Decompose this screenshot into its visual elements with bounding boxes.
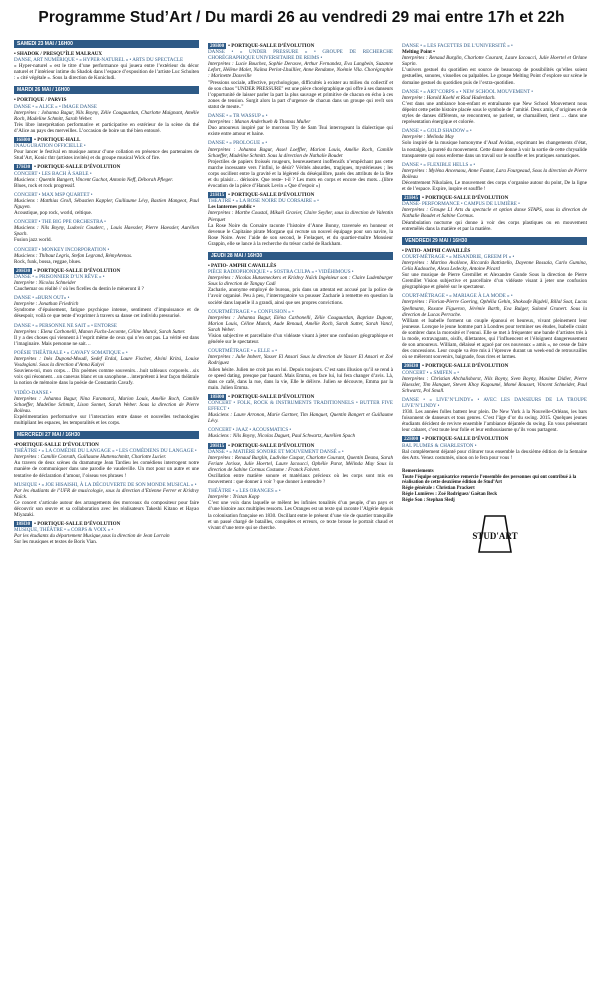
day-header: JEUDI 28 MAI / 16H30 xyxy=(208,252,393,260)
session-line: DANSE • « ART’CORPS » • NEW SCHOOL MOUVEMENT • xyxy=(402,88,534,95)
session-block xyxy=(208,427,393,439)
session-line: Melting Point • xyxy=(402,49,435,56)
session-line: DANSE • « TR WASSUP » • xyxy=(208,113,268,120)
day-header: VENDREDI 29 MAI / 16H30 xyxy=(402,237,587,245)
session-block xyxy=(208,140,393,189)
session-line: CONCERT • LES BACH À SABLE • xyxy=(14,170,92,177)
time-badge: 20H30 xyxy=(16,267,31,274)
session-line: THÉÂTRE • « LA ROSE NOIRE DU CORSAIRE » • xyxy=(208,198,319,205)
session-line: Sur les musiques et textes de Boris Vian. xyxy=(14,539,98,546)
session-block xyxy=(14,97,199,134)
session-line: Solo inspiré de la musique homonyme d’Asaf Avidan, exprimant les changements d’état, la nostalgie, la pureté du mouvement. Cette danse donne à voir la sortie de cette chrysalide transparente qui nous enferme dans un travail sur le souffle et les pratiques somatiques. xyxy=(402,140,587,159)
session-line: Interprètes : Martino Avallone, Riccardo Battistello, Dayenne Bossala, Carlo Gumina, Celia Kadouche, Alexa Ledecky, Antoine Picard xyxy=(402,259,587,272)
session-block xyxy=(208,443,393,486)
session-line: DANSE • « LIVE’N’LINDY» • AVEC LES DANSEURS DE LA TROUPE LIVE’N’LINDY • xyxy=(402,396,587,409)
session-line: Cauchemar ou réalité // où les ficelles du destin le mèneront il ? xyxy=(14,286,144,293)
time-badge: 20H15 xyxy=(210,442,225,449)
session-line: Les lanternes public • xyxy=(208,204,255,211)
session-line: Interprète : Harold Koehl et Riad Haderdach. xyxy=(402,94,496,101)
session-line: BAL PLUMES & CHARLESTON • xyxy=(402,442,477,449)
session-line: Syndrome d’épuisement, fatigue psychique intense, sentiment d’impuissance et de désespoir, voilà ce que tente d’exprimer à travers sa danse cet individu pressurisé. xyxy=(14,307,199,320)
session-block xyxy=(14,247,199,265)
session-line: Interprètes : Myléna Ancenaou, Anne Fautor, Lara Fourgeaud, Sous la direction de Pierre Boileau xyxy=(402,167,587,180)
session-line: Musiciens : Matthias Groll, Sébastien Kappler, Guillaume Lévy, Bastien Mangeot, Paul Nguyen. xyxy=(14,197,199,210)
session-line: Interprètes : Camille Conrath, Guillaume Huttenschmitt, Charlotte Lucier. xyxy=(14,454,167,461)
session-line: "Pressions sociale, affective, psychologique, difficultés à exister au milieu du collectif et de son chaos "UNDER PRESSURE" est une pièce chorégraphique qui offre à ses danseurs l’opportunité de laisser parler la part la plus sauvage et primitive de chacun en écho à ces zones de tension. Surgit alors la part d’urgence de chacun dans un groupe qui revît son statut de meute.." xyxy=(208,79,393,110)
session-line: Acoustique, pop rock, world, celtique. xyxy=(14,210,93,217)
session-line: Expérimentation performative sur l’interaction entre danse et nouvelles technologies multipliant les espaces, les temporalités et les corps. xyxy=(14,413,199,426)
session-line: La Rose Noire du Corsaire raconte l’histoire d’Anne Bonny, traversée en honneur et devenue le Capitaine pirate Morgane qui recrute un nouvel équipage pour son navire, la Rose Noire. Avec l’aide de son second, le Frelaquet, et du quartier-maître Monsieur Grappin, elle se lance à la recherche du trésor caché de Rackham. xyxy=(208,222,393,247)
time-badge: 20H00 xyxy=(210,43,225,49)
session-line: COURT-MÉTRAGE • « MISANDRIE, GREEM PI » • xyxy=(402,253,515,260)
time-badge: 21H45 xyxy=(404,195,419,202)
session-line: Au travers de deux scènes du dramaturge Jean Tardieu les comédiens interrogent notre manière de communiquer dans une parodie de vaudeville. Un mot pour un autre et une tentative de déclaration d’amour, l’oiseau ves phrases ! xyxy=(14,460,199,479)
session-line: DANSE • « GOLD SHADOW » • xyxy=(402,128,472,135)
session-block xyxy=(402,397,587,434)
column-right xyxy=(402,40,587,982)
session-line: CONCERT • THE BIG PPE ORCHESTRA • xyxy=(14,219,106,226)
session-line: CONCERT • « SMIFEN » • xyxy=(402,369,460,376)
session-line: Interprètes : Johanna Bagur, Nils Boyny, Zélie Couguurdan, Charlotte Maignant, Amélie Roch, Madeline Schmitt, Sarah Weber. xyxy=(14,109,199,122)
session-block xyxy=(208,488,393,531)
time-badge: 17H30 xyxy=(16,164,31,171)
venue-text: • PORTIQUE-SALLE D’ÉVOLUTION xyxy=(228,43,315,49)
session-line: •PORTIQUE-SALLE D’ÉVOLUTION xyxy=(14,442,99,449)
session-line: Souviens-toi, mon corps… Dix poèmes comme souvenirs…huit tableaux corporels…six voix qui résonnent…un canevas blanc et un saxophone…interprétent à leur façon théâtrale la notion de mémoire dans la poésie de Constantin Cavafy. xyxy=(14,368,199,387)
credits xyxy=(402,469,587,504)
session-line: COURTMÉTRAGE • « CONFUSION » • xyxy=(208,308,294,315)
session-line: DANSE • « LES FACETTES DE L’UNIVERSITÉ » • xyxy=(402,43,513,49)
session-line: DANSE • « PERSONNE NE SAIT » • ENTORSE xyxy=(14,322,117,329)
session-line: Blues, rock et rock progressif. xyxy=(14,182,76,189)
session-line: Interprètes : Nicolas Hutsemeckers et Krishvy Naïck Ingénieur son : Claire Ludenburger Sous la direction de Tanguy Cadi xyxy=(208,275,393,288)
session-line: Sur une musique de Pierre Gremillet et Alexandre Gunde Sous la direction de Pierre Gremillet Vision subjective et parcellaire d’un vidéaste visant à jeter une confusion géographique et généré sur le spectateur. xyxy=(402,272,587,291)
session-line: THÉÂTRE • « LA COMÉDIE DU LANGAGE » • LES COMÉDIENS DU LANGAGE • xyxy=(14,448,197,455)
session-line: Rock, funk, bossa, reggae, blues. xyxy=(14,258,82,265)
session-line: Julien hésite. Julien ne croit pas en lui. Depuis toujours. C’est sans illusion qu’il se rend à ce speed dating, presque par hasard. Mais Emma, en face lui, lui fera changer d’avis. Là, dans ce café, dans la rue, dans la vie, Elle le délivre. Julien se découvre, Emma par la main. Julien Emma. xyxy=(208,366,393,391)
session-block xyxy=(208,309,393,346)
session-block xyxy=(402,89,587,126)
session-line: Duo amoureux inspiré par le morceau Try de Sam Tsui interrogeant la dialectique qui existe entre amour et haine. xyxy=(208,125,393,138)
venue-text: • PORTIQUE-SALLE D’ÉVOLUTION xyxy=(422,436,509,443)
session-line: Interprètes : Renaud Burglin, Ludivine Caspar, Charlotte Courant, Quentin Deana, Sarah Feriate Jorisse, Julie Hoertel, Laure Iacoucci, Ophélie Parot, Mélinda May Sous la direction de Sabine Cormus Costume : Franck Faivret. xyxy=(208,454,393,473)
session-block xyxy=(14,192,199,216)
session-line: Déambulation nocturne qui donne à voir des corps plastiques ou en mouvement entremêlés dans la matière et par la matière. xyxy=(402,219,587,232)
session-line: Projectiles de papiers froissés rougeurs, heureusement inoffensifs n’empêchant pas cette marche incessante vers l’infini, le désir? Vérités absurdes, tragiques, mystérieuses ; les corps oscillent entre la gravité et la légèreté du déséquilibre, parés des attributs de la fête et du plaisir… dérisoire. Que reste- t-il ? Les mots en corps et encore des mots…(libre évocation de la pièce d’Hanok Levin « Que d’espoir ») xyxy=(208,158,393,190)
logo xyxy=(402,512,587,556)
session-block xyxy=(402,195,587,232)
session-line: Pour lancer le festival en musique autour d’une collation en présence des partenaires de Stud’Art, Konic thtr (artistes invités) et du groupe musical Wick of fire. xyxy=(14,149,199,162)
session-line: VIDÉO-DANSE • xyxy=(14,389,52,396)
session-line: Interprète : Nicolas Schneider xyxy=(14,280,76,286)
venue-text: • PORTIQUE-SALLE D’ÉVOLUTION xyxy=(422,363,509,370)
session-block xyxy=(208,263,393,306)
session-line: • PORTIQUE / PARVIS xyxy=(14,97,67,104)
page-title: Programme Stud’Art / Du mardi 26 au vendredi 29 mai entre 17h et 22h xyxy=(38,9,565,26)
session-line: Interprètes : Marthe Coustal, Mikaël Gravier, Claire Seyller, sous la direction de Valentin Pierquet xyxy=(208,210,393,223)
session-line: Interprètes : Elena Carbonelli, Manon Fuchs-Lecomte, Céline Munck, Sarah Sutter. xyxy=(14,328,186,335)
session-block xyxy=(208,113,393,137)
venue-text: • PORTIQUE-SALLE D’ÉVOLUTION xyxy=(228,442,315,449)
session-line: DANSE • « PROLOGUE » • xyxy=(208,140,268,147)
credit-line: Régie générale : Christian Prackert xyxy=(402,486,475,492)
time-badge: 16H00 xyxy=(16,137,31,144)
time-badge: 18H30 xyxy=(16,521,31,528)
session-line: INAUGURATION OFFICIELLE • xyxy=(14,143,86,150)
session-line: CONCERT • MONKEY INCORPORATION • xyxy=(14,246,110,253)
session-line: COURTMÉTRAGE • « ELLE » • xyxy=(208,348,278,355)
time-badge: 20H30 xyxy=(404,363,419,370)
session-line: Interprètes : Manon Anderbueh & Thomas Muller xyxy=(208,119,311,126)
session-line: DANSE • « MATIÈRE SONORE ET MOUVEMENT DANSÉ » • xyxy=(208,448,344,455)
session-line: CONCERT • JAAZ • ACOUSMATICS • xyxy=(208,427,292,434)
credit-line: Régie Son : Stephan Sledj xyxy=(402,497,455,503)
session-line: Bal complètement déjanté pour clôturer tous ensemble la deuxième édition de la Semaine des Arts. Venez costumés, sinon on le fera pour vous ! xyxy=(402,448,587,461)
session-line: • PATIO- AMPHI CAVAILLÈS xyxy=(208,263,277,269)
session-line: Musiciens : Nils Boyny, Nicolas Daguet, Paul Schwartz, Aurélien Spach xyxy=(208,433,356,440)
session-line: Interprète : Tristan Kopp xyxy=(208,494,260,501)
session-block xyxy=(402,436,587,460)
session-block xyxy=(14,137,199,161)
venue-text: • PORTIQUE-HALL xyxy=(34,137,81,144)
studart-logo-icon xyxy=(471,512,518,556)
session-line: DANSE • « UNDER PRESSURE » • GROUPE DE RECHERCHE CHORÉGRAPHIQUE UNIVERSITAIRE DE REIMS • xyxy=(208,49,393,62)
venue-text: • PORTIQUE-SALLE D’ÉVOLUTION xyxy=(228,393,315,400)
session-block xyxy=(14,442,199,479)
session-line: THÉÂTRE • « LES ORANGES » • xyxy=(208,488,281,495)
session-line: Par les étudiants du département Musique,sous la direction de Jean Lorrain xyxy=(14,533,170,540)
session-line: Par les étudiants de l’UFR de musicologie, sous la direction d’Etienne Ferrer et Krishvy Naïck. xyxy=(14,487,199,500)
venue-text: • PORTIQUE-SALLE D’ÉVOLUTION xyxy=(422,195,509,202)
session-line: DANSE, ART NUMÉRIQUE • « HYPER-NATUREL » • ARTS DU SPECTACLE xyxy=(14,57,184,64)
session-block xyxy=(402,248,587,291)
session-line: CONCERT • FOLK, ROCK & INSTRUMENTS TRADITIONNELS • BUTTER FIVE EFFECT • xyxy=(208,399,393,413)
session-line: Zacharie, anonyme employé de bureau, pris dans un attentat est accusé par la police de l’avoir organisé. Peu à peu, l’interrogatoire va pousser Zacharie à remettre en question la société dans laquelle il a grandi, ainsi que ses propres convictions. xyxy=(208,287,393,306)
session-line: Oscillation entre matière sonore et matériaux précieux où les corps sont mis en mouvement : que donner à voir ? que donner à entendre ? xyxy=(208,473,393,486)
session-line: Vision subjective et parcellaire d’un vidéaste visant à jeter une confusion géographique et générée sur le spectateur. xyxy=(208,333,393,346)
session-block xyxy=(402,128,587,158)
session-line: DANSE • « FLEXIBLE HELLS » • xyxy=(402,161,476,168)
session-line: Interprètes : Inès Dupond-Moudi, Sedef Erdal, Laure Fischer, Alvini Kritsi, Louise Vosdogiani. Sous la direction d’Anna Kalyvi xyxy=(14,356,199,369)
session-line: Interprètes : Julie Imbert, Yasser El Ansari Sous la direction de Yasser El Ansari et Zoé Rodriguez xyxy=(208,354,393,367)
session-block xyxy=(402,293,587,360)
session-block xyxy=(208,43,393,110)
session-block xyxy=(14,482,199,519)
svg-text:STUD'ART: STUD'ART xyxy=(471,530,518,541)
credit-line: Régie Lumières : Zoé Rodriguez/ Gaëtan Beck xyxy=(402,492,498,497)
session-line: Interprètes : Lucie Bouchez, Sophie Derasve, Arthur Fernandez, Eva Langbein, Suzanne Lefort, Hélène Malet, Naïma Perlot-Lhuillier, Anne Rendame, Noémie Vila. Chorégraphie : Marinette Dozeville xyxy=(208,61,393,80)
session-line: Ce concert s’articule autour des arrangements des morceaux du compositeur pour faire découvrir son œuvre et sa collaboration avec les réalisateurs Takeshi Kitano et Hayao Miyazaki. xyxy=(14,499,199,519)
session-line: Interprète : Melinda May xyxy=(402,134,454,141)
session-line: C’est une voix dans laquelle se mêlent les infinies tonalités d’un peuple, d’un pays et d’une histoire aux multiples ressorts. Les Oranges est un texte qui raconte l’Algérie depuis la colonisation française en 1830. Oscillant entre le présent d’une vie de quartier tranquille et un passé chargé de batailles, conquêtes et erreurs, ce texte brosse le portrait chaud et vivant d’une terre qui se cherche. xyxy=(208,500,393,531)
session-line: POÉSIE THÉÂTRALE • « CAVAFY SOMATIQUE » • xyxy=(14,349,128,356)
session-block xyxy=(14,350,199,387)
session-line: DANSE • «BURN OUT» • xyxy=(14,295,70,302)
session-line: • SHADOK / PRESQU’ÎLE MALRAUX xyxy=(14,51,103,57)
session-block xyxy=(208,348,393,391)
session-line: Interprètes : Johanna Bagur, Eléna Carbonelli, Zélie Couguurdan, Baptiste Dupont, Marion Louis, Céline Munck, Aude Renaud, Amélie Roch, Sarah Sutter, Sarah Vancl, Sarah Weber. xyxy=(208,314,393,333)
column-left xyxy=(14,40,199,982)
day-header: MERCREDI 27 MAI / 16H30 xyxy=(14,431,199,439)
session-line: Interprètes : Groupe L1 Arts du spectacle et option danse STAPS, sous la direction de Nathalie Boudet et Sabine Cormus. xyxy=(402,207,587,220)
session-block xyxy=(14,295,199,319)
session-line: Musiciens : Nils Boyny, Ludovic Couderc, , Louis Haessler, Pierre Haessler, Aurélien Spach. xyxy=(14,225,199,238)
session-block xyxy=(14,219,199,243)
session-block xyxy=(14,164,199,188)
credit-line: Remerciements xyxy=(402,468,434,474)
session-line: DANSE- PERFORMANCE • CAMPUS DE LUMIÈRE • xyxy=(402,201,520,208)
session-line: Interprètes : Christian Abchalishorst, Nils Boyny, Sven Boyny, Maxime Didier, Pierre Haessler, Tim Hanquet, Steven Khoy Kagoumé, Momé Rousset, Vincent Schneider, Paul Schwartz, Pol Small. xyxy=(402,375,587,394)
session-line: L’univers gestuel du quotidien est source de beaucoup de possibilités qu’elles soient gestuelles, sonores, visuelles ou palpables. Le groupe Melting Point d’explore sur scène le domaine gestuel du quotidien puis de l’extra-quotidien. xyxy=(402,67,587,86)
session-line: COURT-MÉTRAGE • « MARIAGE À LA MODE » • xyxy=(402,293,513,300)
day-header: SAMEDI 23 MAI / 16H00 xyxy=(14,40,199,48)
session-block xyxy=(208,192,393,247)
session-line: Interprètes : Johanna Bagur, Assel Loeffler, Marion Louis, Amélie Roch, Camille Schaeffer, Madeline Schmitt. Sous la direction de Nathalie Boudet xyxy=(208,146,393,159)
session-line: Musiciens : Thibaut Legris, Stefan Legrand, RémyArenas. xyxy=(14,252,133,259)
session-line: Interprètes : Johanna Bagur, Nina Faramarzi, Marion Louis, Amélie Roch, Camille Schaeffer, Madeline Schmitt, Lison Sonnet, Sarah Weber. Sous la direction de Pierre Boileau. xyxy=(14,395,199,414)
session-line: DANSE • « PRISONNIER D’UN RÊVE » • xyxy=(14,273,105,280)
session-line: Interprètes : Florian-Pierre Goering, Ophélia Gehin, Shokoufe Bigdeli, Billal Soat, Lucas Spellmann, Roxane Figueron, Jérémie Barth, Eva Bulger, Salomé Grunert. Sous la direction de Lucas Perrache. xyxy=(402,299,587,318)
session-line: • PATIO- AMPHI CAVAILLÈS xyxy=(402,247,471,254)
column-middle xyxy=(208,40,393,982)
session-line: Interprètes : Renaud Burglin, Charlotte Courant, Laure Iacoucci, Julie Hoertel et Orlane Suprin. xyxy=(402,55,587,68)
session-line: DANSE • « ALICE » • IMAGE DANSE xyxy=(14,103,97,110)
session-block xyxy=(14,323,199,347)
session-line: Décentrement Nikolaïen, Le mouvement des corps s’organise autour du point, De la ligne et de l’espace. Expire, inspire et souffle ! xyxy=(402,179,587,193)
venue-text: • PORTIQUE-SALLE D’ÉVOLUTION xyxy=(228,192,315,199)
session-line: Très libre interprétation performative et participative en extérieur de la scène du thé d’Alice au pays des merveilles. L’occasion de boire un thé bien entouré. xyxy=(14,121,199,134)
session-line: C’est dans une ambiance hon-enfant et entraînante que New School Mouvement nous dépeint cette petite histoire placée sous le symbole de l’amitié. Deux amis, d’origines et de styles de danses différents, se rencontrent, se parlent, se chamaillent, tient … dans une représentation énergique et colorée. xyxy=(402,100,588,126)
session-block xyxy=(14,51,199,81)
session-line: PIÈCE RADIOPHONIQUE • « SOSTRA CULPA » • VIDÉHIMOUS • xyxy=(208,269,354,276)
venue-text: • PORTIQUE-SALLE D’ÉVOLUTION xyxy=(34,267,121,274)
session-line: Musiciens : Quentin Bangert, Vincent Gachot, Antonin Neff, Déborah Pfleger. xyxy=(14,176,173,183)
session-line: Interprète : Jonathan Friedrich xyxy=(14,301,79,308)
session-block xyxy=(402,363,587,393)
day-header: MARDI 26 MAI / 16H00 xyxy=(14,86,199,94)
session-line: Fusion jazz world. xyxy=(14,237,52,244)
session-line: 1930. Les années folles battent leur plein. De New York à la Nouvelle-Orléans, les bars foisonnent de danseurs et tous genres. C’est l’âge d’or du swing. 2015. Quelques jeunes étudiants décident de revivre ensemble l’ambiance déjantée du swing. En vous présentant leur cabaret, c’est toute leur folie et leur enthousiasme qu’ils vous partagent. xyxy=(402,409,587,434)
session-block xyxy=(402,162,587,192)
venue-text: • PORTIQUE-SALLE D’ÉVOLUTION xyxy=(34,521,121,528)
columns xyxy=(14,40,589,982)
session-block xyxy=(14,268,199,292)
time-badge: 18H00 xyxy=(210,393,225,400)
session-line: Il y a des choses qui viennent à l’esprit même de ceux qui n’en ont pas. La vérité est dans l’imaginaire. Mais personne ne sait… xyxy=(14,334,199,347)
session-block xyxy=(208,394,393,424)
credit-line: Toute l’équipe organisatrice remercie l’ensemble des personnes qui ont contribué à la réalisation de cette deuxième édition de Stud’Art xyxy=(402,474,577,486)
session-block xyxy=(14,390,199,427)
session-line: William et Isabelle forment un couple épanoui et heureux, vivant pleinement leur jeunesse. Lorsque le jeune homme part à Londres pour terminer ses études, Isabelle craint de sombrer dans la morosité et l’ennui. Elle se met à fréquenter une bande d’artistes très à la mode, extravagants, oisifs, dilettantes, qui l’influencent et l’éloignent dangereusement de son amoureux. William, délaissé et agacé par ces nouveaux « amis », ne cesse de faire des concessions. Leur couple va être mis à l’épreuve durant un week-end de retrouvailles où se mêleront souvenirs, baignade, fous rires et larmes. xyxy=(402,317,587,361)
time-badge: 21H15 xyxy=(210,192,225,199)
session-line: Musiciens : Laure Arronon, Marie Gartner, Tim Hanquet, Quentin Bangert et Guillaume Lévy. xyxy=(208,412,393,425)
venue-text: • PORTIQUE-SALLE D’ÉVOLUTION xyxy=(34,164,121,171)
session-block xyxy=(402,43,587,86)
session-line: MUSIQUE, THÉÂTRE • « CORPS & VOIX » • xyxy=(14,527,114,534)
session-line: MUSIQUE • « JOE HISAISHI, À LA DÉCOUVERTE DE SON MONDE MUSICAL » • xyxy=(14,481,197,488)
session-block xyxy=(14,521,199,545)
time-badge: 22H00 xyxy=(404,436,419,443)
session-line: CONCERT • MAX MSP QUARTET • xyxy=(14,191,93,198)
session-line: « Hyper-naturel » est le titre d’une performance qui jouera entre l’extérieur du décor naturel et l’intérieur intime du Shadok dans l’espace d’exposition de l’artiste Luc Schuiten : « cité végétale ». Sous la direction de Konicludi. xyxy=(14,63,199,82)
